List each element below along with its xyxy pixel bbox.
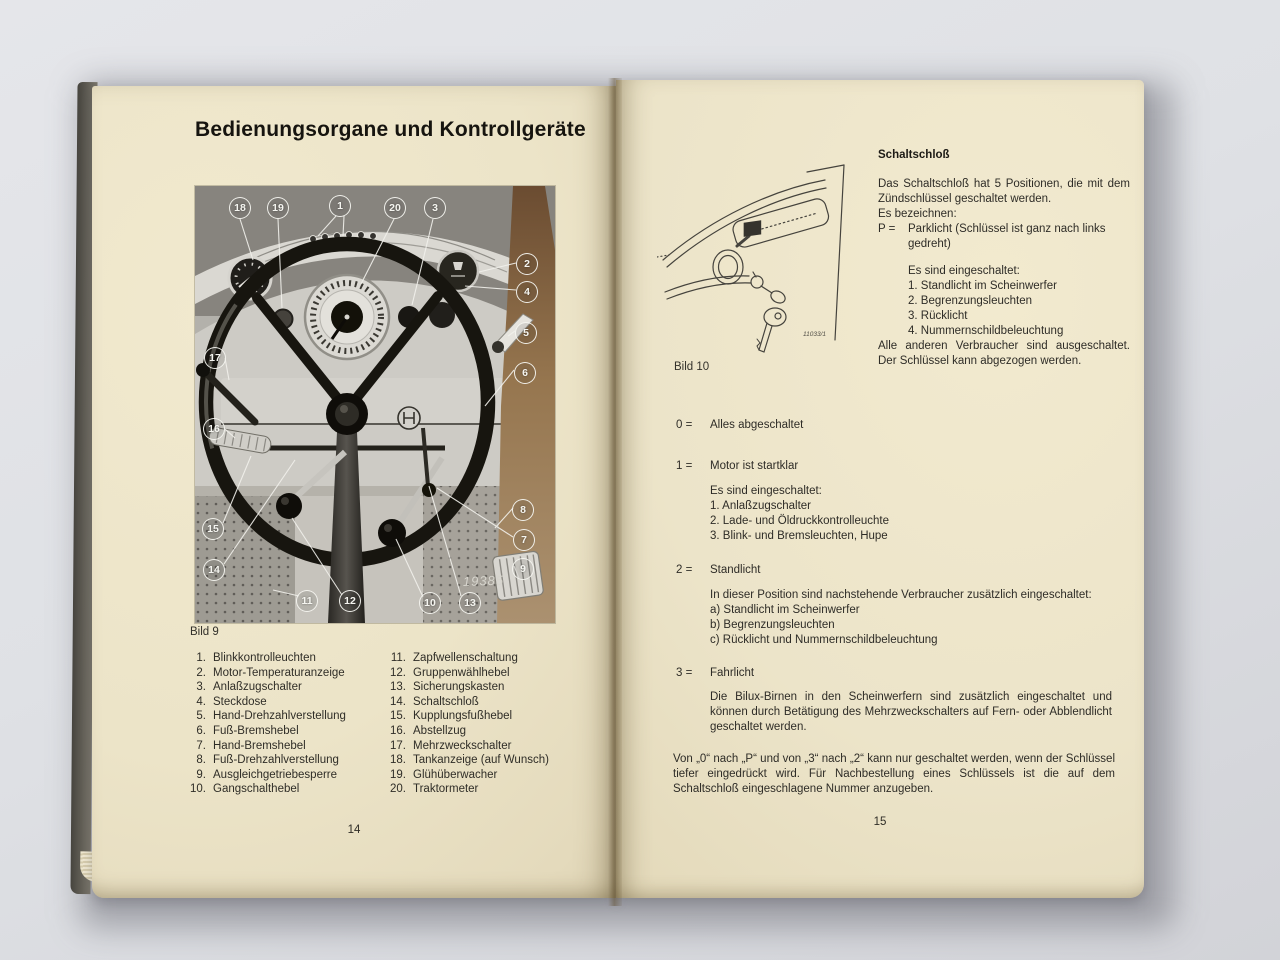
page-number-left: 14: [347, 824, 361, 836]
sublist-item: 2. Begrenzungsleuchten: [908, 295, 1033, 307]
photo-callout: 9: [512, 558, 534, 580]
legend-item-label: Gruppenwählhebel: [413, 666, 510, 679]
photo-stamp-number: 19385: [462, 572, 505, 589]
legend-column-2: [380, 651, 549, 797]
sublist-intro: Es sind eingeschaltet:: [908, 265, 1020, 277]
legend-item-label: Anlaßzugschalter: [213, 681, 302, 694]
photo-callout: 4: [516, 281, 538, 303]
sublist-item: 1. Anlaßzugschalter: [710, 500, 812, 512]
legend-item-label: Fuß-Drehzahlverstellung: [213, 754, 339, 767]
photo-callout: 8: [512, 499, 534, 521]
legend-item: [180, 709, 346, 724]
photo-callout: 12: [339, 590, 361, 612]
sublist-intro: In dieser Position sind nachstehende Verbraucher zusätzlich eingeschaltet:: [710, 589, 1092, 601]
legend-item-number: 19.: [390, 768, 406, 781]
legend-item-label: Schaltschloß: [413, 695, 479, 708]
sublist-item: 3. Rücklicht: [908, 310, 968, 322]
sublist-item: 1. Standlicht im Scheinwerfer: [908, 280, 1057, 292]
position-section: [676, 418, 1112, 433]
sublist-item: c) Rücklicht und Nummernschildbeleuchtung: [710, 634, 938, 646]
legend-item-label: Hand-Drehzahlverstellung: [213, 710, 346, 723]
legend-item-label: Mehrzweckschalter: [413, 739, 512, 752]
legend-item: [180, 680, 346, 695]
position-p-sublist: [908, 264, 1130, 339]
position-label: Alles abgeschaltet: [710, 419, 804, 431]
position-section: [676, 666, 1112, 735]
legend-item: [380, 709, 549, 724]
legend-item-label: Ausgleichgetriebesperre: [213, 768, 338, 781]
sublist-item: 3. Blink- und Bremsleuchten, Hupe: [710, 530, 888, 542]
position-section: [676, 563, 1112, 648]
legend-item-number: 20.: [390, 783, 406, 796]
position-p-label: Parklicht (Schlüssel ist ganz nach links gedreht): [908, 223, 1106, 250]
section-heading: Schaltschloß: [878, 149, 950, 161]
sublist-item: a) Standlicht im Scheinwerfer: [710, 604, 860, 616]
photo-callout: 19: [267, 197, 289, 219]
position-label: Motor ist startklar: [710, 460, 799, 472]
legend-item-label: Gangschalthebel: [213, 783, 300, 796]
footer-paragraph: Von „0“ nach „P“ und von „3“ nach „2“ kann nur geschaltet werden, wenn der Schlüssel tiefer eingedrückt wird. Für Nachbestellung eines Schlüssels ist die auf dem Schaltschloß eingeschlagene Nummer anzugeben.: [673, 753, 1115, 795]
photo-callout: 1: [329, 195, 351, 217]
legend-item: [180, 695, 346, 710]
legend-item: [380, 782, 549, 797]
photo-callout: 3: [424, 197, 446, 219]
position-body-text: Die Bilux-Birnen in den Scheinwerfern sind zusätzlich eingeschaltet und können durch Betätigung des Mehrzweckschalters auf Fern- oder Abblendlicht geschaltet werden.: [710, 691, 1112, 733]
photo-callout: 14: [203, 559, 225, 581]
photo-callout: 5: [515, 322, 537, 344]
legend-item: [180, 666, 346, 681]
legend-item-label: Fuß-Bremshebel: [213, 724, 299, 737]
position-number: 1 =: [676, 460, 693, 472]
key-positions-list: [676, 418, 1112, 735]
legend-item-label: Kupplungsfußhebel: [413, 710, 513, 723]
dashboard-photo-art: [195, 186, 555, 623]
position-p-symbol: P =: [878, 223, 896, 235]
position-number: 0 =: [676, 419, 693, 431]
sublist-item: 4. Nummernschildbeleuchtung: [908, 325, 1064, 337]
legend-item: [180, 724, 346, 739]
legend-item: [180, 739, 346, 754]
sublist-item: 2. Lade- und Öldruckkontrolleuchte: [710, 515, 889, 527]
legend-item-label: Zapfwellenschaltung: [413, 652, 518, 664]
photo-callout: 6: [514, 362, 536, 384]
legend-item-number: 11.: [390, 652, 406, 664]
legend-item-label: Tankanzeige (auf Wunsch): [413, 754, 549, 767]
position-label: Fahrlicht: [710, 667, 755, 679]
legend-item-number: 7.: [196, 739, 206, 752]
legend-item-number: 6.: [196, 724, 206, 737]
legend-item-number: 18.: [390, 754, 406, 767]
open-manual-book: [70, 66, 1166, 916]
legend-item-number: 15.: [390, 710, 406, 723]
legend-item: [180, 782, 346, 797]
page-number-right: 15: [873, 816, 887, 828]
legend-item-label: Motor-Temperaturanzeige: [213, 666, 345, 679]
legend-item-number: 8.: [196, 754, 206, 767]
figure-caption-bild10: Bild 10: [674, 361, 710, 373]
legend-item: [180, 651, 346, 666]
drawing-number: 11033/1: [803, 331, 827, 338]
legend-item-label: Traktormeter: [413, 783, 479, 796]
photo-callout: 17: [204, 347, 226, 369]
sublist-item: b) Begrenzungsleuchten: [710, 619, 835, 631]
legend-item: [380, 739, 549, 754]
page-right: [616, 80, 1144, 898]
legend-item: [180, 753, 346, 768]
bezeichnen-line: Es bezeichnen:: [878, 208, 957, 220]
ignition-lock-drawing: [657, 160, 867, 360]
legend-column-1: [180, 651, 346, 797]
legend-item-label: Abstellzug: [413, 724, 467, 737]
legend-item-label: Sicherungskasten: [413, 681, 505, 694]
photo-callout: 15: [202, 518, 224, 540]
legend-item-number: 4.: [196, 695, 206, 708]
legend-item: [380, 724, 549, 739]
legend-item: [380, 695, 549, 710]
photo-callout: 16: [203, 418, 225, 440]
photo-callout: 11: [296, 590, 318, 612]
dashboard-photo: [195, 186, 555, 623]
legend-item-number: 5.: [196, 710, 206, 723]
legend-item: [380, 680, 549, 695]
position-section: [676, 459, 1112, 544]
photo-callout: 18: [229, 197, 251, 219]
legend-item-number: 9.: [196, 768, 206, 781]
photo-callout: 13: [459, 592, 481, 614]
legend-item: [380, 753, 549, 768]
legend-item-number: 17.: [390, 739, 406, 752]
legend-item: [380, 768, 549, 783]
figure-caption-bild9: Bild 9: [190, 626, 219, 638]
legend-item-number: 14.: [390, 695, 406, 708]
legend-item-number: 3.: [196, 681, 206, 694]
legend-item-label: Hand-Bremshebel: [213, 739, 306, 752]
legend-item-number: 12.: [390, 666, 406, 679]
intro-paragraph: Das Schaltschloß hat 5 Positionen, die mit dem Zündschlüssel geschaltet werden.: [878, 178, 1130, 205]
photo-callout: 10: [419, 592, 441, 614]
position-p-outro: Alle anderen Verbraucher sind ausgeschaltet. Der Schlüssel kann abgezogen werden.: [878, 340, 1130, 367]
legend-item-number: 10.: [190, 783, 206, 796]
legend-item-label: Blinkkontrolleuchten: [213, 652, 316, 664]
legend-item-number: 1.: [196, 652, 206, 664]
position-label: Standlicht: [710, 564, 761, 576]
schaltschloss-column: [878, 148, 1130, 369]
legend-item-number: 2.: [196, 666, 206, 679]
photo-callout: 7: [513, 529, 535, 551]
legend-item: [180, 768, 346, 783]
legend-item-number: 16.: [390, 724, 406, 737]
legend-item: [380, 666, 549, 681]
position-number: 2 =: [676, 564, 693, 576]
legend-item-label: Glühüberwacher: [413, 768, 498, 781]
page-title: Bedienungsorgane und Kontrollgeräte: [195, 118, 586, 141]
page-left: [92, 86, 616, 898]
photo-callout: 20: [384, 197, 406, 219]
photo-callout: 2: [516, 253, 538, 275]
legend-item-number: 13.: [390, 681, 406, 694]
sublist-intro: Es sind eingeschaltet:: [710, 485, 822, 497]
legend-item-label: Steckdose: [213, 695, 267, 708]
position-number: 3 =: [676, 667, 693, 679]
legend-item: [380, 651, 549, 666]
position-p-row: [878, 222, 1130, 252]
